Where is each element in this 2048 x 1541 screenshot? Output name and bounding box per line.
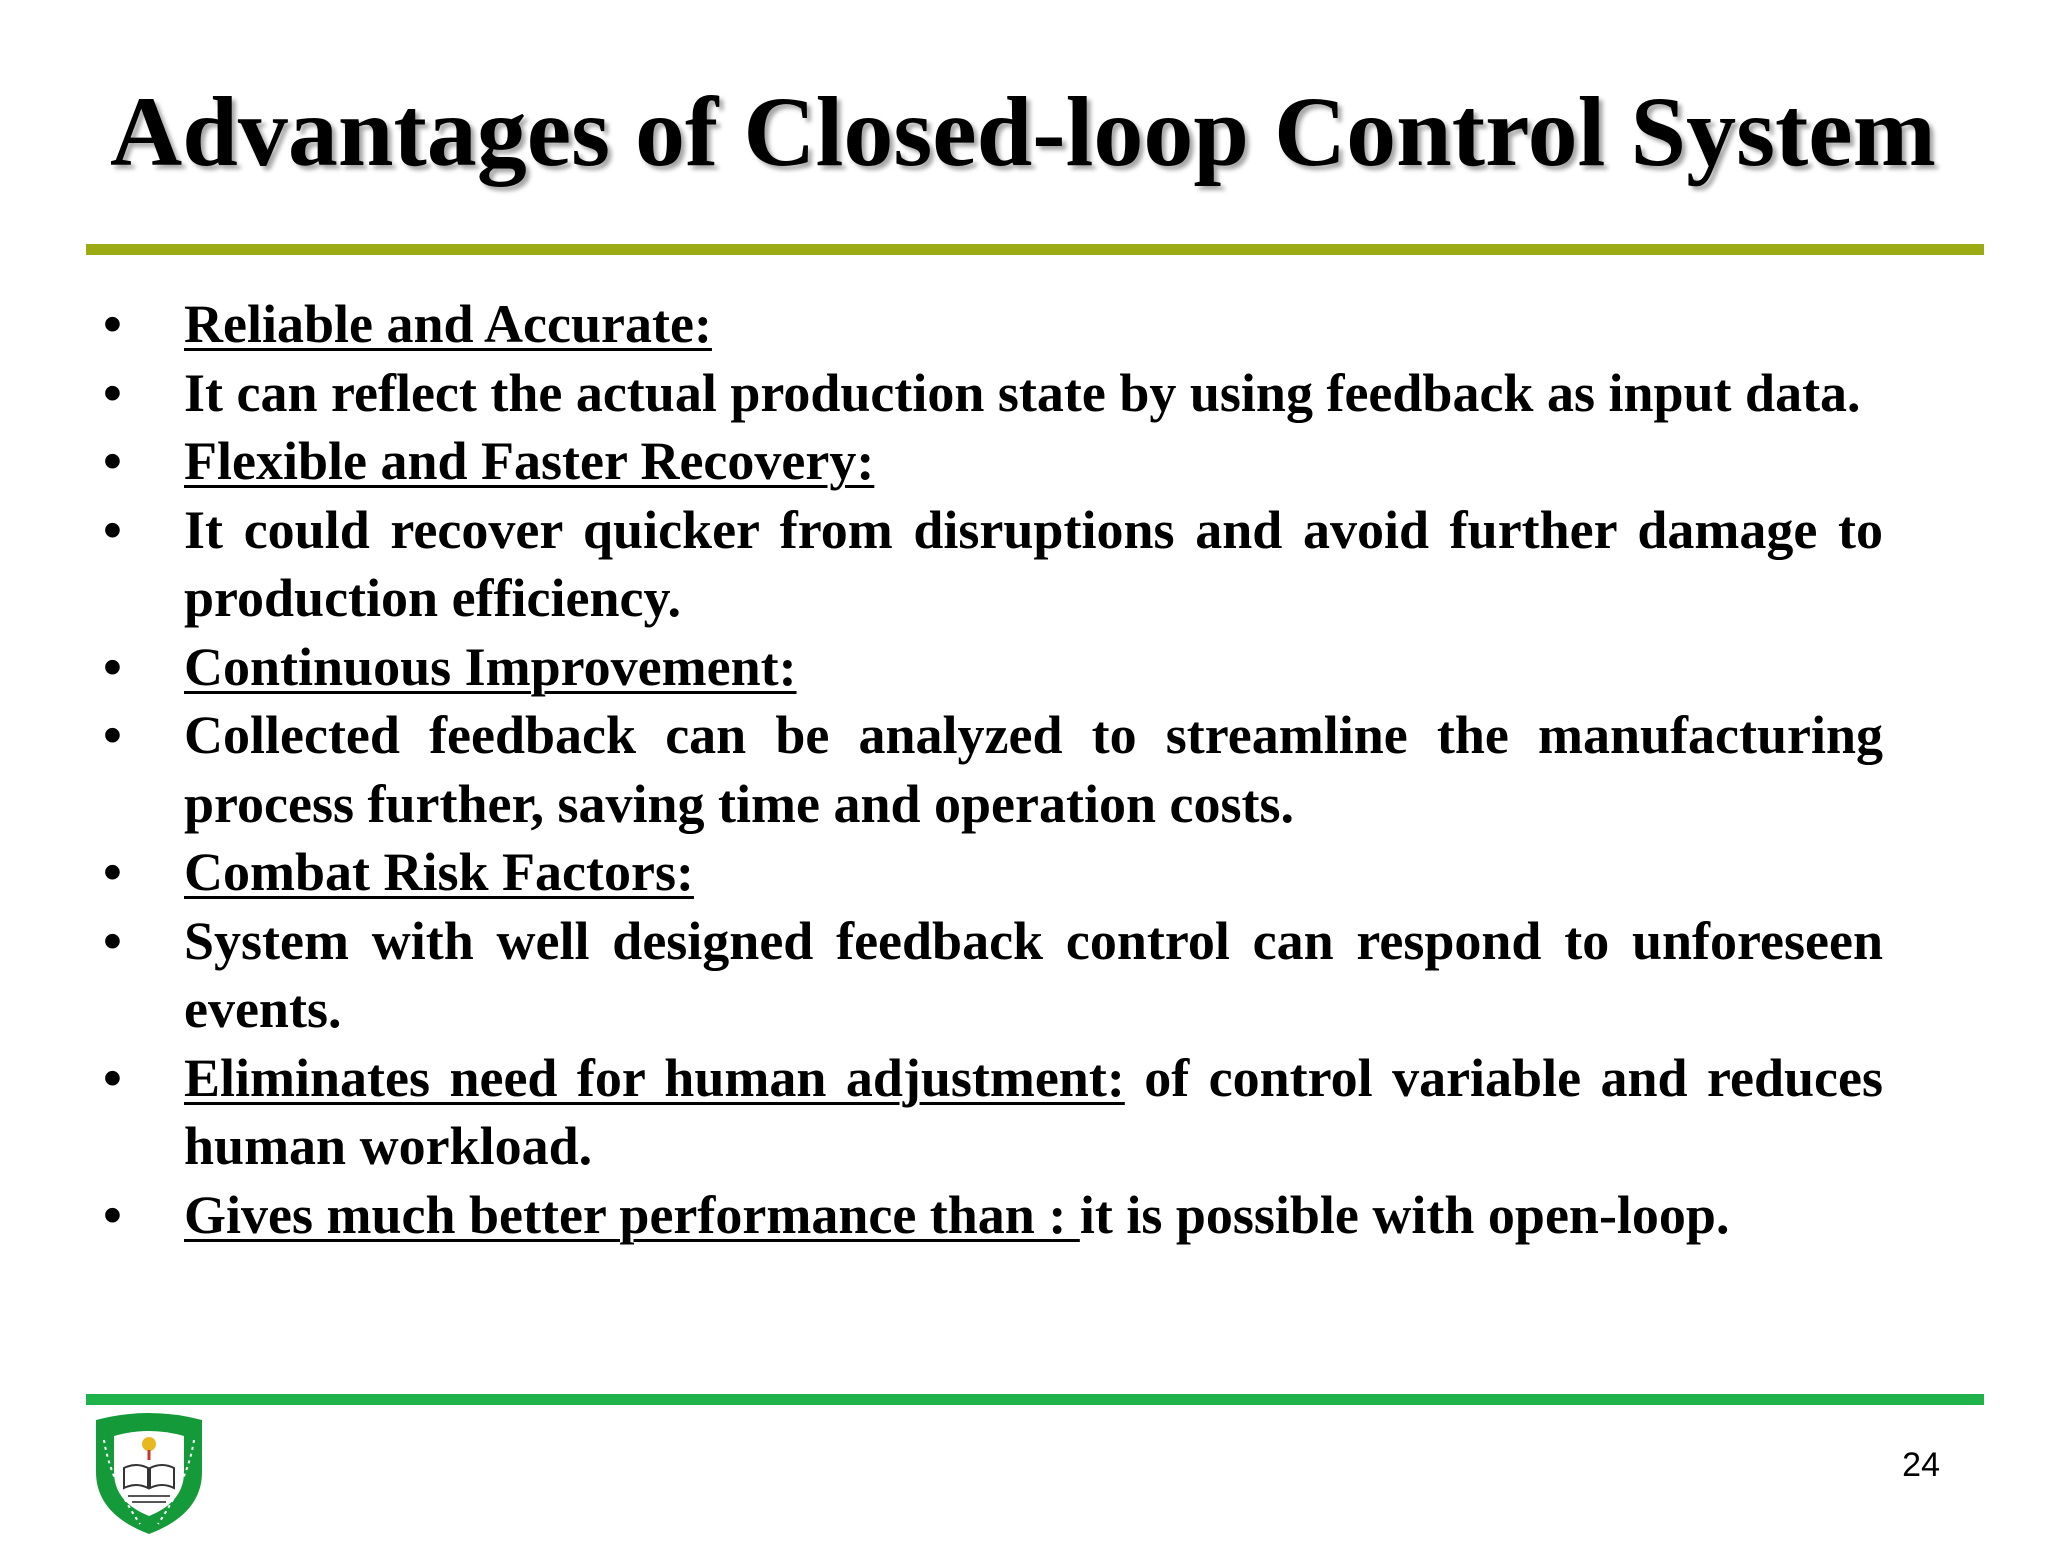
bullet-mark: • xyxy=(103,1184,122,1245)
bullet-item xyxy=(103,838,1883,907)
bullet-text: of control variable and reduces human workload. xyxy=(184,1047,1883,1176)
page-number: 24 xyxy=(1902,1446,1940,1484)
bullet-mark: • xyxy=(103,910,122,971)
bullet-heading: Continuous Improvement: xyxy=(184,636,797,697)
bullet-item xyxy=(103,907,1883,1044)
bullet-text: it is possible with open-loop. xyxy=(1079,1184,1730,1245)
bullet-heading: Eliminates need for human adjustment: xyxy=(184,1047,1125,1108)
bullet-item xyxy=(103,290,1883,359)
bullet-item xyxy=(103,427,1883,496)
bullet-heading: Combat Risk Factors: xyxy=(184,842,694,902)
bullet-mark: • xyxy=(103,636,122,697)
bullet-mark: • xyxy=(103,842,122,902)
title-divider xyxy=(86,244,1984,255)
bullet-mark: • xyxy=(103,499,122,560)
footer-divider xyxy=(86,1394,1984,1405)
bullet-item xyxy=(103,633,1883,702)
bullet-mark: • xyxy=(103,1047,122,1108)
university-logo xyxy=(90,1410,208,1536)
bullet-item xyxy=(103,359,1883,428)
bullet-item xyxy=(103,1181,1883,1250)
bullet-text: It can reflect the actual production state by using feedback as input data. xyxy=(184,362,1861,423)
bullet-heading: Gives much better performance than : xyxy=(184,1184,1080,1245)
bullet-text: Collected feedback can be analyzed to streamline the manufacturing process further, saving time and operation costs. xyxy=(184,705,1883,834)
slide-title: Advantages of Closed-loop Control System xyxy=(110,76,1936,187)
university-shield-logo-icon xyxy=(90,1410,208,1536)
bullet-heading: Reliable and Accurate: xyxy=(184,294,712,354)
bullet-text: It could recover quicker from disruptions and avoid further damage to production efficiency. xyxy=(184,499,1883,628)
bullet-mark: • xyxy=(103,294,122,354)
bullet-item xyxy=(103,701,1883,838)
bullet-mark: • xyxy=(103,431,122,491)
bullet-heading: Flexible and Faster Recovery: xyxy=(184,431,875,491)
bullet-list xyxy=(103,290,1883,1249)
bullet-text: System with well designed feedback control can respond to unforeseen events. xyxy=(184,910,1883,1039)
bullet-item xyxy=(103,1044,1883,1181)
bullet-item xyxy=(103,496,1883,633)
bullet-mark: • xyxy=(103,705,122,765)
bullet-mark: • xyxy=(103,362,122,423)
